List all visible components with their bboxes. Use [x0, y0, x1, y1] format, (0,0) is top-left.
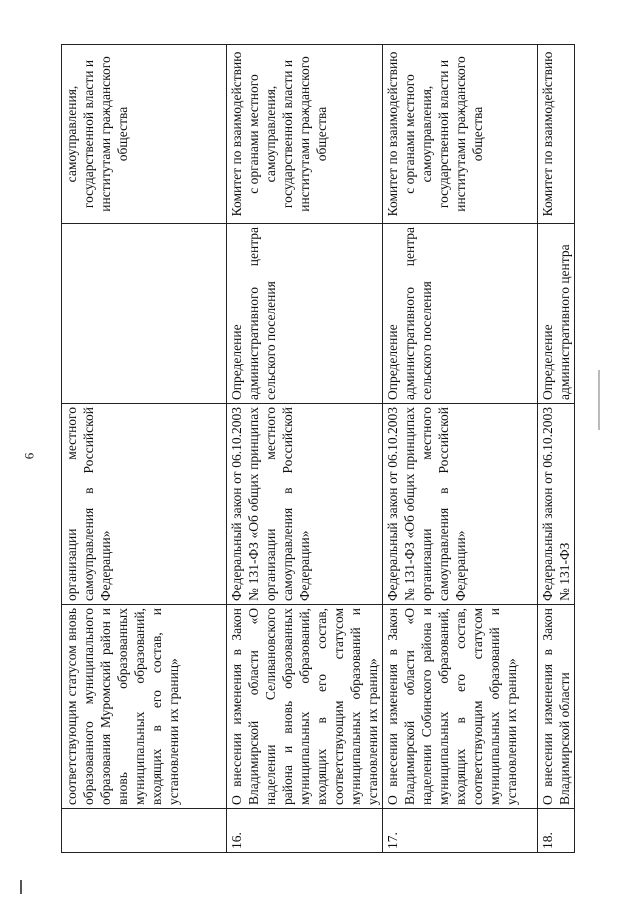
committee-cell: Комитет по взаимодействию с органами местного самоуправления, государственной власти и институтами гражданского общества: [383, 45, 538, 224]
table-row: [383, 45, 538, 853]
federal-law-cell: Федеральный закон от 06.10.2003 № 131-ФЗ: [538, 404, 575, 605]
subject-cell: О внесении изменения в Закон Владимирской области «О наделении Собинского района и муниципальных образований, входящих в его состав, соответствующим статусом муниципальных образований и установлении их границ»: [383, 605, 538, 809]
decision-cell: Определение административного центра: [538, 224, 575, 404]
decision-cell: Определение административного центра сельского поселения: [227, 224, 383, 404]
legislation-table: [61, 44, 575, 853]
table-row: [62, 45, 227, 853]
page-number: 6: [21, 452, 37, 460]
row-number: 18.: [538, 809, 575, 853]
decision-cell: [62, 224, 227, 404]
subject-cell: соответствующим статусом вновь образованного муниципального образования Муромский район и вновь образованных муниципальных образований, входящих в его состав, и установлении их границ»: [62, 605, 227, 809]
table-row: [538, 45, 575, 853]
row-number: 17.: [383, 809, 538, 853]
federal-law-cell: Федеральный закон от 06.10.2003 № 131-ФЗ «Об общих принципах организации местного самоуправления в Российской Федерации»: [227, 404, 383, 605]
committee-cell: самоуправления, государственной власти и институтами гражданского общества: [62, 45, 227, 224]
scan-artifact: [598, 370, 600, 430]
row-number: [62, 809, 227, 853]
scan-artifact: [20, 880, 22, 894]
subject-cell: О внесении изменения в Закон Владимирской области: [538, 605, 575, 809]
rotated-table-container: [61, 45, 572, 853]
decision-cell: Определение административного центра сельского поселения: [383, 224, 538, 404]
committee-cell: Комитет по взаимодействию с органами местного самоуправления, государственной власти и институтами гражданского общества: [227, 45, 383, 224]
committee-cell: Комитет по взаимодействию: [538, 45, 575, 224]
row-number: 16.: [227, 809, 383, 853]
federal-law-cell: Федеральный закон от 06.10.2003 № 131-ФЗ «Об общих принципах организации местного самоуправления в Российской Федерации»: [383, 404, 538, 605]
federal-law-cell: организации местного самоуправления в Российской Федерации»: [62, 404, 227, 605]
subject-cell: О внесении изменения в Закон Владимирской области «О наделении Селивановского района и вновь образованных муниципальных образований, входящих в его состав, соответствующим статусом муниципальных образований и установлении их границ»: [227, 605, 383, 809]
table-row: [227, 45, 383, 853]
